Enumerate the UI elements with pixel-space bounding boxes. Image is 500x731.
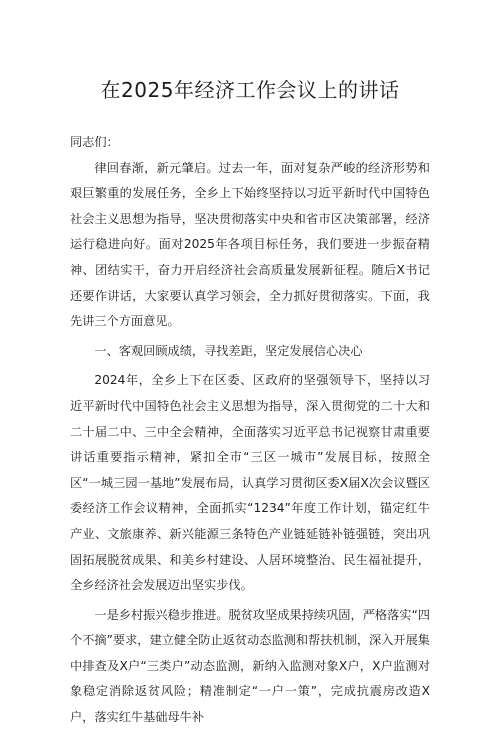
document-title: 在2025年经济工作会议上的讲话 bbox=[100, 78, 400, 102]
document-body bbox=[70, 130, 430, 731]
section-heading: 一、客观回顾成绩，寻找差距，坚定发展信心决心 bbox=[94, 343, 363, 358]
paragraph-review: 2024年，全乡上下在区委、区政府的坚强领导下，坚持以习近平新时代中国特色社会主义思想为指导，深入贯彻党的二十大和二十届二中、三中全会精神，全面落实习近平总书记视察甘肃重要讲话重要指示精神，紧扣全市“三区一城市”发展目标，按照全区“一城三园一基地”发展布局，认真学习贯彻区委X届X次会议暨区委经济工作会议精神，全面抓实“1234”年度工作计划，锚定红牛产业、文旅康养、新兴能源三条特色产业链延链补链强链，突出巩固拓展脱贫成果、和美乡村建设、人居环境整治、民生福祉提升，全乡经济社会发展迈出坚实步伐。 bbox=[70, 373, 430, 593]
salutation: 同志们： bbox=[70, 135, 119, 149]
paragraph-intro: 律回春渐，新元肇启。过去一年，面对复杂严峻的经济形势和艰巨繁重的发展任务，全乡上下始终坚持以习近平新时代中国特色社会主义思想为指导，坚决贯彻落实中央和省市区决策部署，经济运行稳进向好。面对2025年各项目标任务，我们要进一步振奋精神、团结实干，奋力开启经济社会高质量发展新征程。随后X书记还要作讲话，大家要认真学习领会，全力抓好贯彻落实。下面，我先讲三个方面意见。 bbox=[70, 160, 430, 329]
paragraph-rural-revitalization: 一是乡村振兴稳步推进。脱贫攻坚成果持续巩固，严格落实“四个不摘”要求，建立健全防止返贫动态监测和帮扶机制，深入开展集中排查及X户“三类户”动态监测，新纳入监测对象X户，X户监测对象稳定消除返贫风险；精准制定“一户一策”，完成抗震房改造X户，落实红牛基础母牛补 bbox=[70, 607, 430, 725]
